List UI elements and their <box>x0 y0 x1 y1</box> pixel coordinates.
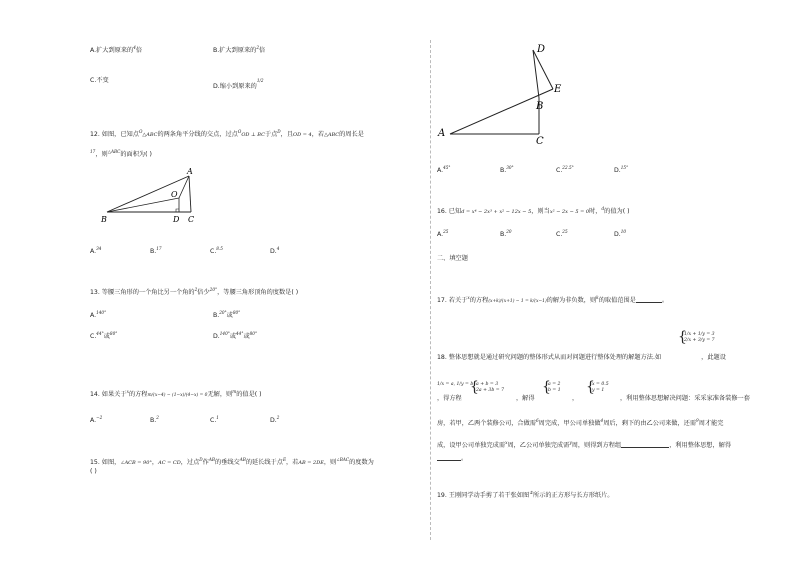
q12-triangle-2: △ABC <box>324 132 340 138</box>
q12-od-value: OD = 4 <box>293 132 312 138</box>
q18-line2-d: ，利用整体思想解决问题：采采家准备装修一套 <box>620 395 750 402</box>
q12-text-g: ，则 <box>95 151 108 158</box>
q14-option-a <box>90 414 102 425</box>
q16-option-d <box>614 228 626 239</box>
q15-paren: ( ) <box>90 468 97 475</box>
q18-sys4-eq1: x = 0.5 <box>592 382 609 387</box>
q14-option-b-value: 2 <box>156 415 159 420</box>
q18-sys2-eq2: 2a + 3b = 7 <box>476 388 504 393</box>
q12-option-d <box>270 245 279 256</box>
q13-option-b-or: 或 <box>226 312 233 319</box>
q18-answer-blank-1[interactable] <box>621 441 669 448</box>
q15-point-d: D <box>199 457 203 462</box>
q18-weeks-a: 4 <box>600 418 604 423</box>
q12-triangle-3: △ABC <box>107 149 121 154</box>
q11-option-a-value: 4 <box>133 45 136 50</box>
q14-option-a-value: −2 <box>96 415 103 420</box>
q14-option-c <box>210 414 219 425</box>
q18-line1-end: ，此题设 <box>701 354 726 361</box>
q13-option-d-value-3: 80° <box>249 331 258 336</box>
q13-option-d-label: D. <box>213 333 220 340</box>
q12-stem-line2 <box>90 148 152 159</box>
q18-line3-text-a: 房，若甲，乙两个装修公司，合做需 <box>437 420 536 427</box>
q18-line3 <box>437 417 723 428</box>
q18-sys3-brace: { <box>542 379 551 395</box>
q18-line1 <box>437 354 726 362</box>
q15-option-d-label: D. <box>614 167 621 174</box>
q15-seg-ab: AB <box>208 457 215 462</box>
q18-var-y: y <box>569 440 572 445</box>
q15-sep: ， <box>151 459 159 466</box>
q15-text-a: 15. 如图， <box>90 459 121 466</box>
q13-option-c-value-1: 44° <box>96 331 104 336</box>
q18-line5 <box>437 454 467 463</box>
q16-expression: d = x⁴ − 2x³ + x² − 12x − 5 <box>461 209 532 215</box>
q12-option-d-value: 4 <box>276 246 280 251</box>
q12-option-b <box>150 245 162 256</box>
q12-triangle: △ABC <box>142 132 158 138</box>
q15-option-b-value: 30° <box>506 165 514 170</box>
q12-point-d: D <box>277 129 281 134</box>
q13-option-c-value-2: 80° <box>109 331 118 336</box>
q15-fig-label-e: E <box>554 84 562 95</box>
q15-figure <box>436 38 576 146</box>
q16-text-b: ，则当 <box>531 208 550 215</box>
q12-option-d-label: D. <box>270 248 277 255</box>
q14-equation: m/(x−4) − (1−x)/(4−x) = 0 <box>147 393 208 398</box>
q15-option-d <box>614 164 628 175</box>
q16-option-d-label: D. <box>614 231 621 238</box>
q15-stem <box>90 456 374 467</box>
q18-sys1-eq1: 1/x + 1/y = 3 <box>684 332 715 337</box>
q18-line5-end: 。 <box>461 455 468 462</box>
q13-option-c <box>90 330 117 341</box>
q18-line2-b: ，解得 <box>516 395 535 402</box>
q16-option-b <box>500 228 512 239</box>
q13-text-c: ，等腰三角形顶角的度数是( ) <box>217 289 299 296</box>
q13-option-b <box>213 309 240 320</box>
q15-fig-label-a: A <box>438 128 446 139</box>
q14-option-c-label: C. <box>210 417 217 424</box>
q18-line3-text-b: 周完成，甲公司单独做 <box>538 420 601 427</box>
q17-text-a: 17. 若关于 <box>437 297 468 304</box>
q16-text-d: 的值为( ) <box>604 208 630 215</box>
q12-text-a: 12. 如图，已知点 <box>90 131 139 138</box>
q12-fig-label-o: O <box>171 190 178 199</box>
q17-text-b: 的方程 <box>469 297 489 304</box>
q16-option-c-value: 25 <box>562 229 568 234</box>
q18-sys1-eq2: 2/x + 3/y = 7 <box>684 338 715 343</box>
q16-option-c <box>556 228 568 239</box>
q15-ac-eq-cd: AC = CD <box>158 460 181 466</box>
q13-text-a: 13. 等腰三角形的一个角比另一个角的 <box>90 289 195 296</box>
q15-text-b: ，过点 <box>180 459 200 466</box>
q15-text-g: ，则 <box>323 459 337 466</box>
q14-text-d: 的值是( ) <box>236 391 262 398</box>
q13-option-d <box>213 330 257 341</box>
q14-option-c-value: 1 <box>216 415 219 420</box>
q19-text-a: 19. 王刚同学动手剪了若干张如图 <box>437 492 530 499</box>
q12-text-d: ，且 <box>280 131 294 138</box>
q14-option-b <box>150 414 159 425</box>
q11-option-b-value: 2 <box>256 45 260 50</box>
q17-equation: (x+k)/(x+1) − 1 = k/(x−1) <box>488 299 547 304</box>
q18-sys4-brace: { <box>586 379 595 395</box>
q11-option-a-text: A.扩大到原来的 <box>90 47 134 54</box>
q19-text-b: 所示的正方形与长方形纸片。 <box>533 492 614 499</box>
q15-fig-label-b: B <box>536 101 544 112</box>
q17-text-c: 的解为非负数，则 <box>546 297 597 304</box>
q16-option-a-label: A. <box>437 231 444 238</box>
q18-sys4 <box>592 382 609 394</box>
q18-line4 <box>437 439 731 450</box>
q12-text-b: 的两条角平分线的交点，过点 <box>157 131 238 138</box>
q15-option-c <box>556 164 574 175</box>
q12-text-c: 于点 <box>264 131 278 138</box>
q13-option-a <box>90 309 106 320</box>
q11-option-c: C.不变 <box>90 77 109 84</box>
q12-fig-label-a: A <box>187 167 193 176</box>
q16-var-d: d <box>601 206 605 211</box>
q14-option-d-label: D. <box>270 417 277 424</box>
q13-option-c-label: C. <box>90 333 97 340</box>
q11-option-d <box>213 77 264 91</box>
q15-option-a-label: A. <box>437 167 444 174</box>
q12-text-f: 的周长是 <box>339 131 364 138</box>
q18-line4-text-d: ，利用整体思想，解得 <box>669 442 732 449</box>
q13-option-b-value-2: 80° <box>232 310 241 315</box>
q13-option-b-value-1: 20° <box>219 310 227 315</box>
section-heading-fill-blank: 二、填空题 <box>437 255 468 262</box>
q14-var-m: m <box>232 389 237 394</box>
q15-point-e: E <box>282 457 286 462</box>
q12-point-o: O <box>138 129 143 134</box>
q18-line4-text-c: 周，则得到方程组 <box>571 442 622 449</box>
q15-text-c: 作 <box>202 459 209 466</box>
q15-angle-bac: ∠BAC <box>336 457 350 462</box>
q16-option-b-label: B. <box>500 231 507 238</box>
q13-option-a-value: 140° <box>96 310 107 315</box>
q14-option-d-value: 2 <box>276 415 280 420</box>
q15-text-f: ，若 <box>286 459 299 466</box>
q13-option-a-label: A. <box>90 312 97 319</box>
q14-text-c: 无解，则 <box>207 391 233 398</box>
q15-option-d-value: 15° <box>620 165 629 170</box>
q15-angle-acb: ∠ACB = 90° <box>120 460 152 466</box>
q18-sys3-eq2: b = 1 <box>548 388 561 393</box>
q11-option-b-text: B.扩大到原来的 <box>213 47 257 54</box>
q18-line3-text-d: 周才能完 <box>698 420 724 427</box>
q14-var-x: x <box>126 389 129 394</box>
q11-option-a-suffix: 倍 <box>135 47 143 54</box>
q12-od-perp-bc: OD ⊥ BC <box>241 132 265 138</box>
q12-stem-line1 <box>90 128 364 139</box>
q14-option-a-label: A. <box>90 417 97 424</box>
q16-option-b-value: 20 <box>506 229 512 234</box>
q17-answer-blank[interactable] <box>636 296 662 303</box>
q15-option-a-value: 45° <box>443 165 451 170</box>
q15-option-b-label: B. <box>500 167 507 174</box>
q12-option-b-label: B. <box>150 248 157 255</box>
q12-fig-label-c: C <box>188 215 195 224</box>
q12-text-e: ，若 <box>311 131 325 138</box>
q15-option-b <box>500 164 514 175</box>
q12-fig-label-b: B <box>101 215 107 224</box>
q15-text-d: 的垂线交 <box>214 459 240 466</box>
q15-option-a <box>437 164 451 175</box>
q18-line3-text-c: 周后，剩下的由乙公司来做，还需 <box>603 420 697 427</box>
q15-option-c-value: 22.5° <box>562 165 574 170</box>
q14-text-a: 14. 如果关于 <box>90 391 127 398</box>
q13-stem <box>90 286 298 297</box>
q15-fig-label-d: D <box>537 44 546 55</box>
column-divider <box>430 40 431 540</box>
q19-stem <box>437 489 613 500</box>
q12-option-c <box>210 245 223 256</box>
q13-option-d-value-1: 140° <box>219 331 230 336</box>
q18-sys3 <box>548 382 561 394</box>
q18-line2-c: ， <box>572 395 579 402</box>
q13-option-c-or: 或 <box>103 333 110 340</box>
q18-weeks-b: 9 <box>696 418 699 423</box>
q15-text-h: 的度数为 <box>349 459 374 466</box>
q15-option-c-label: C. <box>556 167 563 174</box>
q16-option-d-value: 10 <box>620 229 627 234</box>
q11-option-a <box>90 44 142 55</box>
q15-text-e: 的延长线于点 <box>245 459 283 466</box>
q16-text-a: 16. 已知 <box>437 208 462 215</box>
q17-stem <box>437 294 668 306</box>
q12-fig-label-d: D <box>173 215 180 224</box>
q18-line4-text-a: 成，设甲公司单独完成需 <box>437 442 506 449</box>
q11-option-d-text: D.缩小到原来的 <box>213 83 257 90</box>
q15-fig-label-c: C <box>536 136 544 146</box>
q11-option-d-value: 1/2 <box>256 78 264 83</box>
q13-option-d-or-2: 或 <box>243 333 250 340</box>
q13-option-d-or-1: 或 <box>229 333 237 340</box>
q16-option-a-value: 25 <box>443 229 449 234</box>
q18-answer-blank-2[interactable] <box>437 454 461 461</box>
q16-option-c-label: C. <box>556 231 563 238</box>
q16-text-c: 时， <box>589 208 602 215</box>
q18-sys1-brace: { <box>678 329 687 345</box>
q13-times: 2 <box>194 287 198 292</box>
q17-text-d: 的取值范围是 <box>598 297 636 304</box>
q12-perimeter: 17 <box>90 149 96 154</box>
q13-text-b: 倍少 <box>197 289 210 296</box>
q18-sys4-eq2: y = 1 <box>592 388 605 393</box>
q11-option-b-suffix: 倍 <box>259 47 266 54</box>
q15-ab-eq-2de: AB = 2DE <box>298 460 324 466</box>
q16-stem <box>437 205 630 216</box>
q17-var-x: x <box>467 295 470 300</box>
q13-degrees: 20° <box>209 287 218 292</box>
q18-sys2 <box>476 382 504 394</box>
q18-sys2-brace: { <box>470 379 479 395</box>
q14-text-b: 的方程 <box>128 391 148 398</box>
q17-period: 。 <box>661 297 669 304</box>
q12-figure <box>95 160 205 226</box>
q19-figure-ref: ① <box>529 490 534 495</box>
q15-seg-ab-2: AB <box>239 457 246 462</box>
q17-var-k: k <box>596 295 599 300</box>
q18-line2-a: ，得方程 <box>437 395 462 402</box>
q18-sys1 <box>684 332 715 344</box>
q18-var-x: x <box>505 440 508 445</box>
q12-option-a-value: 34 <box>96 246 102 251</box>
q12-text-h: 的面积为( ) <box>120 151 152 158</box>
q18-line1-text: 18. 整体思想就是通过研究问题的整体形式从而对问题进行整体处理的解题方法.如 <box>437 354 662 361</box>
q14-option-b-label: B. <box>150 417 157 424</box>
q12-point-o-2: O <box>237 129 242 134</box>
q18-substitution: 1/x = a, 1/y = b <box>437 382 474 387</box>
q16-option-a <box>437 228 448 239</box>
q18-weeks-together: 6 <box>536 418 539 423</box>
q13-option-d-value-2: 44° <box>236 331 244 336</box>
q14-option-d <box>270 414 279 425</box>
q18-line4-text-b: 周，乙公司单独完成需 <box>507 442 570 449</box>
q16-condition: x² − 2x − 5 = 0 <box>549 209 590 215</box>
q11-option-b <box>213 44 265 55</box>
q12-option-c-value: 8.5 <box>216 246 223 251</box>
q12-option-b-value: 17 <box>156 246 162 251</box>
q12-option-a <box>90 245 101 256</box>
q13-option-b-label: B. <box>213 312 220 319</box>
q14-stem <box>90 388 262 400</box>
q18-sys2-eq1: a + b = 3 <box>476 382 499 387</box>
q12-option-c-label: C. <box>210 248 217 255</box>
q12-option-a-label: A. <box>90 248 97 255</box>
q18-sys3-eq1: a = 2 <box>548 382 561 387</box>
